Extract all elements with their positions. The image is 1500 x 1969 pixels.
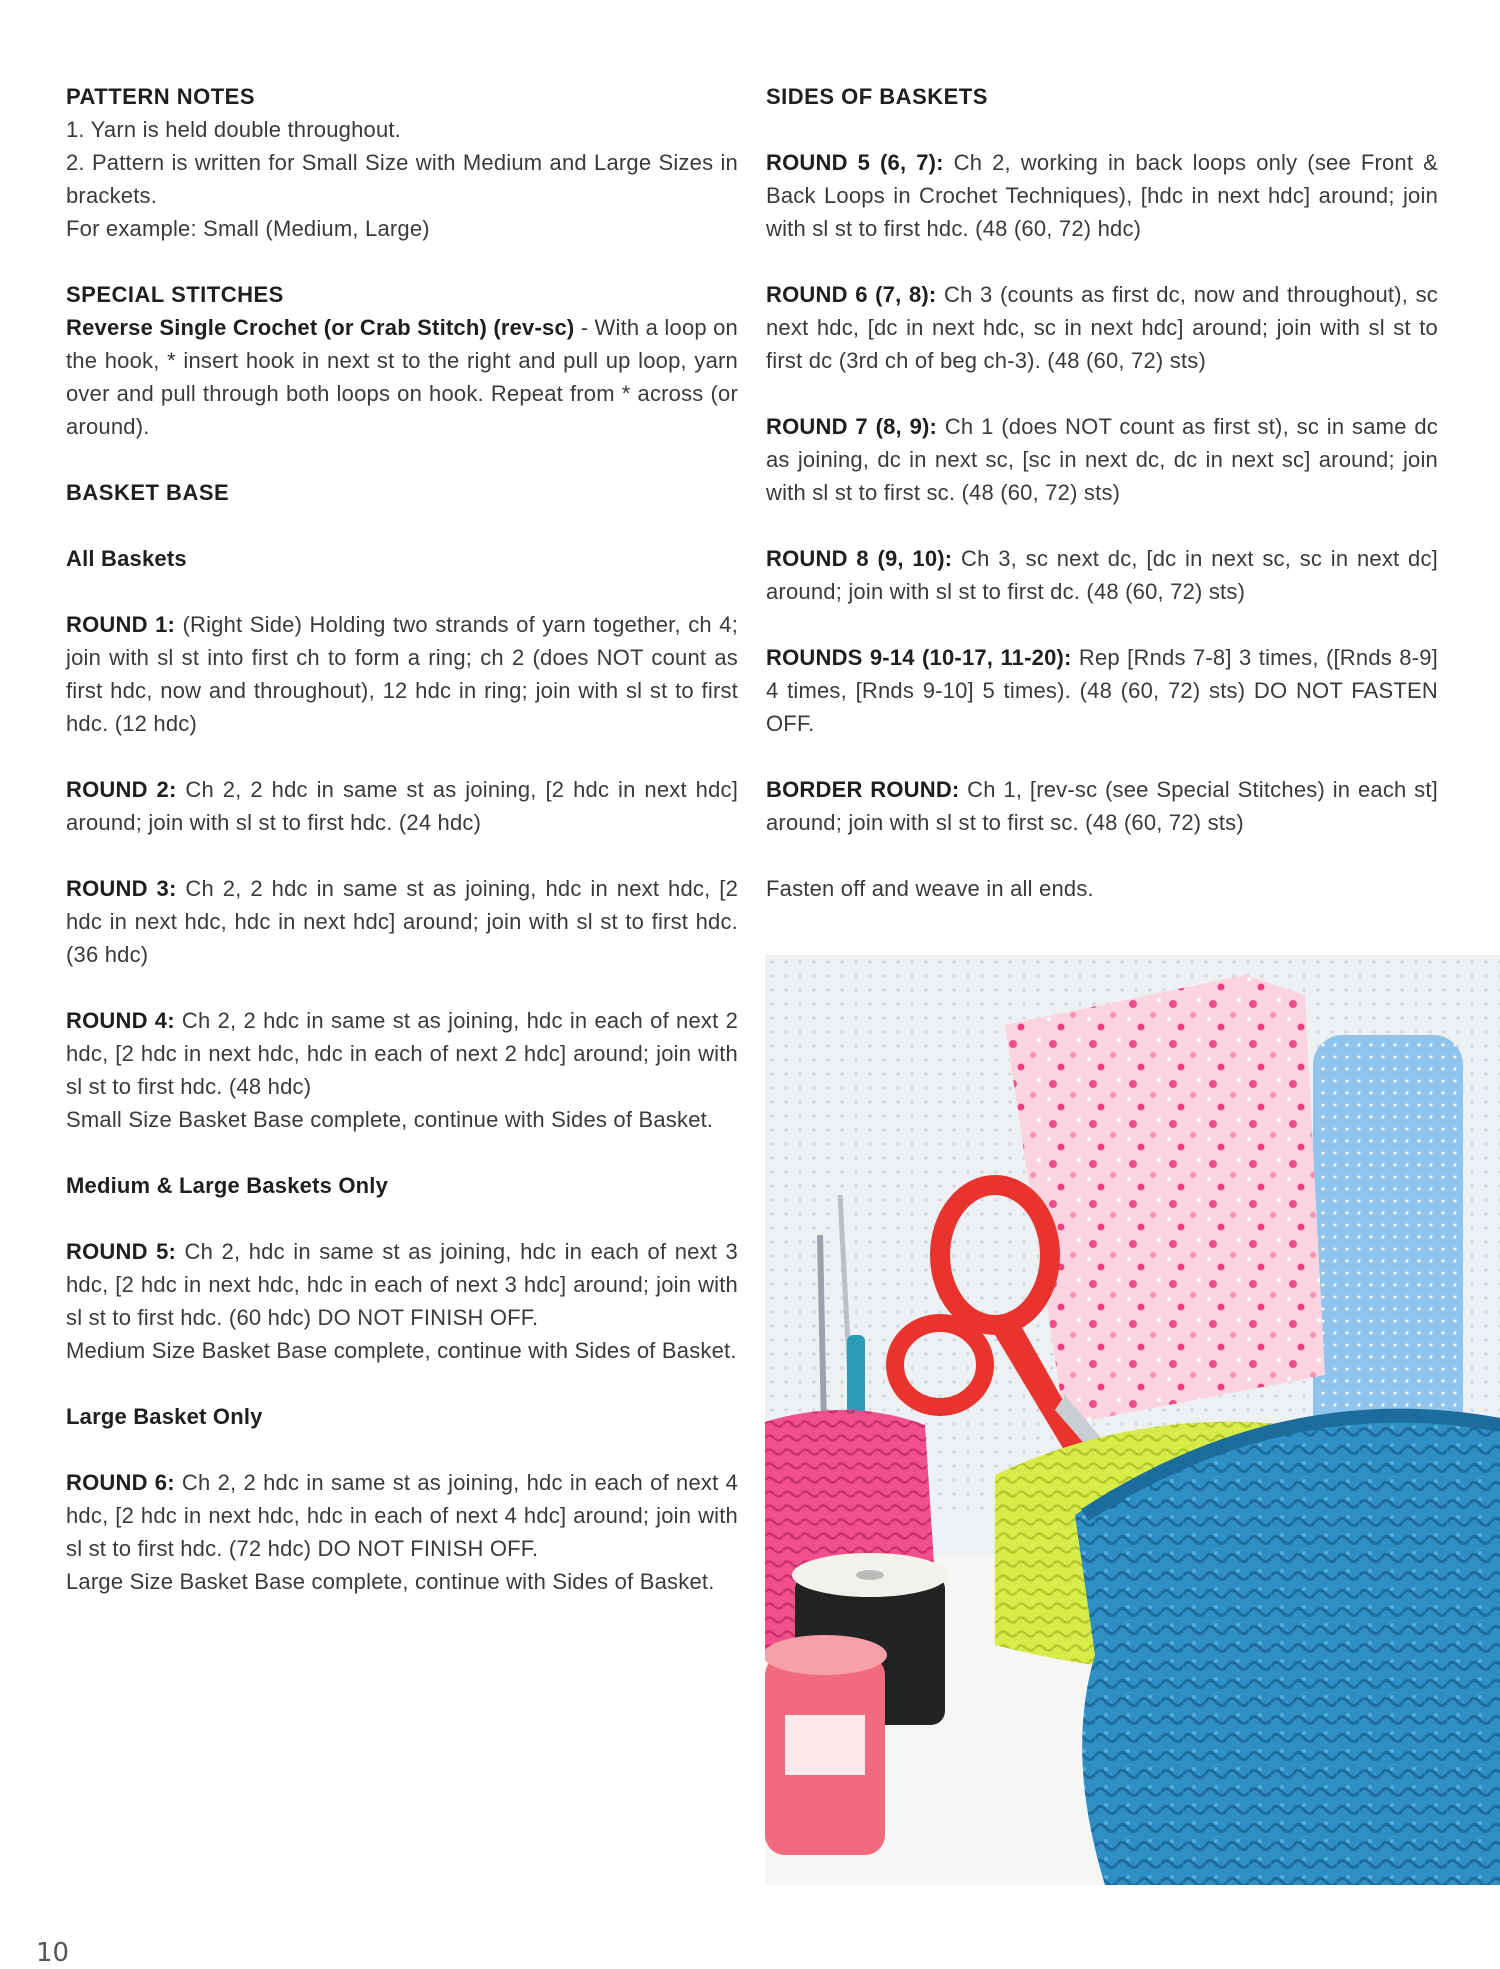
base-round-2 [66,773,738,839]
round-text: Ch 3, sc next dc, [dc in next sc, sc in next dc] around; join with sl st to first dc. (48 (60, 72) sts) [766,546,1438,604]
sides-round-6 [766,278,1438,377]
round-label: ROUND 2: [66,777,177,802]
round-label: ROUND 1: [66,612,176,637]
small-base-complete-note: Small Size Basket Base complete, continue with Sides of Basket. [66,1107,714,1132]
round-label: ROUND 3: [66,876,177,901]
base-round-5 [66,1235,738,1334]
fasten-off-note: Fasten off and weave in all ends. [766,876,1094,901]
border-round [766,773,1438,839]
round-label: ROUND 6 (7, 8): [766,282,937,307]
special-stitches-heading: SPECIAL STITCHES [66,282,284,307]
large-only-subheading: Large Basket Only [66,1404,263,1429]
round-text: Ch 1 (does NOT count as first st), sc in same dc as joining, dc in next sc, [sc in next dc, dc in next sc] around; join with sl st to first sc. (48 (60, 72) sts) [766,414,1439,505]
pattern-notes-heading: PATTERN NOTES [66,84,256,109]
pattern-note-2: 2. Pattern is written for Small Size with Medium and Large Sizes in brackets. [66,150,738,208]
pattern-note-1: 1. Yarn is held double throughout. [66,117,402,142]
crochet-baskets-photo [765,955,1500,1885]
sides-round-8 [766,542,1438,608]
round-text: (Right Side) Holding two strands of yarn together, ch 4; join with sl st into first ch to form a ring; ch 2 (does NOT count as first hdc, now and throughout), 12 hdc in ring; join with sl st to first hdc. (12 hdc) [66,612,739,736]
base-round-4 [66,1004,738,1103]
round-text: Ch 2, working in back loops only (see Front & Back Loops in Crochet Techniques), [hdc in next hdc] around; join with sl st to first hdc. (48 (60, 72) hdc) [766,150,1439,241]
page-number: 10 [36,1938,70,1968]
sides-heading: SIDES OF BASKETS [766,84,988,109]
all-baskets-subheading: All Baskets [66,546,187,571]
sides-rounds-9-14 [766,641,1438,740]
base-round-1 [66,608,738,740]
round-label: ROUND 8 (9, 10): [766,546,953,571]
round-text: Ch 2, 2 hdc in same st as joining, hdc in next hdc, [2 hdc in next hdc, hdc in next hdc] around; join with sl st to first hdc. (36 hdc) [66,876,739,967]
round-text: Ch 3 (counts as first dc, now and throughout), sc next hdc, [dc in next hdc, sc in next hdc] around; join with sl st to first dc (3rd ch of beg ch-3). (48 (60, 72) sts) [766,282,1438,373]
round-label: ROUND 5 (6, 7): [766,150,944,175]
round-label: ROUND 7 (8, 9): [766,414,938,439]
base-round-6 [66,1466,738,1565]
thread-spool-pink [765,1635,887,1855]
left-column [66,80,738,1631]
rev-sc-text: - With a loop on the hook, * insert hook in next st to the right and pull up loop, yarn over and pull through both loops on hook. Repeat from * across (or around). [66,315,738,439]
round-label: ROUND 6: [66,1470,175,1495]
round-text: Ch 2, 2 hdc in same st as joining, [2 hdc in next hdc] around; join with sl st to first hdc. (24 hdc) [66,777,739,835]
round-text: Rep [Rnds 7-8] 3 times, ([Rnds 8-9] 4 times, [Rnds 9-10] 5 times). (48 (60, 72) sts) DO NOT FASTEN OFF. [766,645,1438,736]
medium-base-complete-note: Medium Size Basket Base complete, continue with Sides of Basket. [66,1338,737,1363]
pattern-note-example: For example: Small (Medium, Large) [66,216,430,241]
round-text: Ch 2, 2 hdc in same st as joining, hdc in each of next 4 hdc, [2 hdc in next hdc, hdc in each of next 4 hdc] around; join with sl st to first hdc. (72 hdc) DO NOT FINISH OFF. [66,1470,739,1561]
round-label: ROUNDS 9-14 (10-17, 11-20): [766,645,1072,670]
sides-round-5 [766,146,1438,245]
large-base-complete-note: Large Size Basket Base complete, continue with Sides of Basket. [66,1569,715,1594]
right-column [766,80,1438,938]
base-round-3 [66,872,738,971]
round-text: Ch 2, hdc in same st as joining, hdc in each of next 3 hdc, [2 hdc in next hdc, hdc in each of next 3 hdc] around; join with sl st to first hdc. (60 hdc) DO NOT FINISH OFF. [66,1239,738,1330]
medium-large-subheading: Medium & Large Baskets Only [66,1173,389,1198]
sides-round-7 [766,410,1438,509]
round-label: BORDER ROUND: [766,777,960,802]
special-stitch-rev-sc [66,311,738,443]
round-text: Ch 1, [rev-sc (see Special Stitches) in each st] around; join with sl st to first sc. (48 (60, 72) sts) [766,777,1438,835]
round-label: ROUND 5: [66,1239,177,1264]
rev-sc-label: Reverse Single Crochet (or Crab Stitch) (rev-sc) [66,315,575,340]
round-text: Ch 2, 2 hdc in same st as joining, hdc in each of next 2 hdc, [2 hdc in next hdc, hdc in each of next 2 hdc] around; join with sl st to first hdc. (48 hdc) [66,1008,739,1099]
basket-base-heading: BASKET BASE [66,480,230,505]
photo-illustration [765,955,1500,1885]
round-label: ROUND 4: [66,1008,175,1033]
